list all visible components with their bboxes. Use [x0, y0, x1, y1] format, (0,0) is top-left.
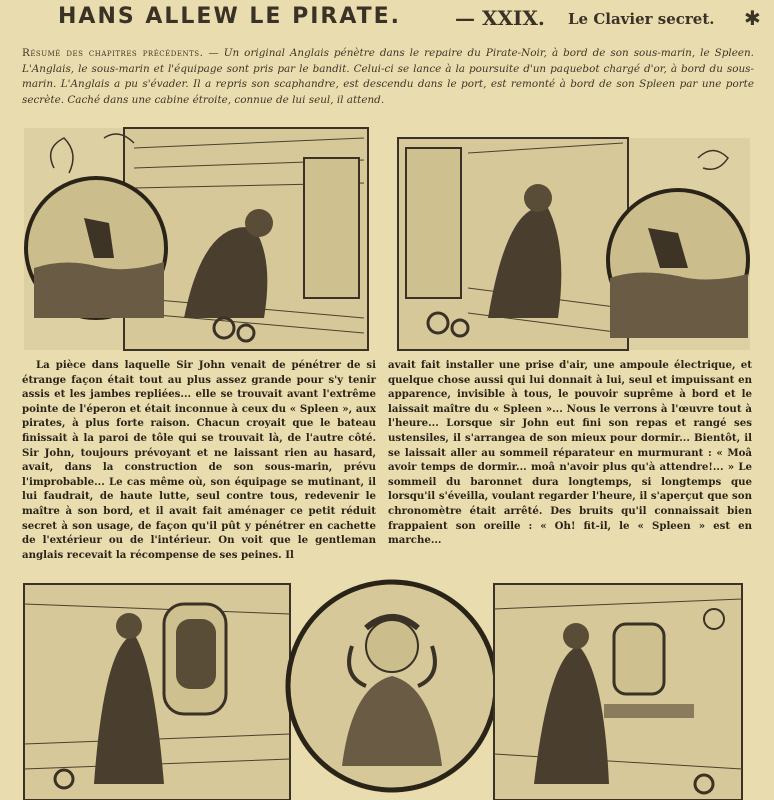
illustration-panel-1	[24, 128, 368, 350]
star-ornament-icon: ✱	[744, 6, 761, 30]
illustration-panel-3	[24, 584, 290, 800]
illustration-2	[398, 138, 750, 350]
illustration-3	[24, 584, 290, 800]
title-bar	[0, 0, 774, 40]
illustration-5	[494, 584, 742, 800]
article-column-left	[22, 358, 376, 561]
summary-lead: Résumé des chapitres précédents.	[22, 47, 204, 59]
article-paragraph-left: La pièce dans laquelle Sir John venait de pénétrer de si étrange façon était tout au plus assez grande pour s'y tenir assis et les jambes repliées... elle se trouvait avant l'extrême pointe de l'éperon et était inconnue à ceux du « Spleen », aux pirates, à plus forte raison. Chacun croyait que le bateau finissait à la paroi de tôle qui se trouvait là, de l'autre côté. Sir John, toujours prévoyant et ne laissant rien au hasard, avait, dans la construction de son sous-marin, prévu l'improbable... Le cas même où, son équipage se mutinant, il lui faudrait, de haute lutte, seul contre tous, redevenir le maître à son bord, et il avait fait aménager ce petit réduit secret à son usage, de façon qu'il pût y pénétrer en cachette de l'extérieur ou de l'intérieur. On voit que le gentleman anglais recevait la récompense de ses peines. Il	[22, 359, 376, 561]
serial-title: HANS ALLEW LE PIRATE.	[58, 4, 402, 29]
illustration-panel-4	[282, 566, 502, 800]
illustration-4	[282, 566, 502, 800]
illustration-panel-2	[398, 138, 750, 350]
summary-text: — Un original Anglais pénètre dans le repaire du Pirate-Noir, à bord de son sous-marin, le Spleen. L'Anglais, le sous-marin et l'équipage sont pris par le bandit. Celui-ci se lance à la poursuite d'un paquebot chargé d'or, à bord du sous-marin. L'Anglais a pu s'évader. Il a repris son scaphandre, est descendu dans le port, est remonté à bord de son Spleen par une porte secrète. Caché dans une cabine étroite, connue de lui seul, il attend.	[22, 47, 754, 106]
chapter-summary	[22, 46, 754, 108]
illustration-1	[24, 128, 368, 350]
illustration-panel-5	[494, 584, 742, 800]
chapter-number: — XXIX.	[455, 6, 545, 30]
article-column-right	[388, 358, 752, 554]
article-paragraph-right: avait fait installer une prise d'air, une ampoule électrique, et quelque chose aussi qui lui donnait à lui, seul et impuissant en apparence, invisible à tous, le pouvoir suprême à bord et le laissait maître du « Spleen »... Nous le verrons à l'œuvre tout à l'heure... Lorsque sir John eut fini son repas et rangé ses ustensiles, il s'arrangea de son mieux pour dormir... Bientôt, il se laissait aller au sommeil réparateur en murmurant : « Moâ avoir temps de dormir... moâ n'avoir plus qu'à attendre!... » Le sommeil du baronnet dura longtemps, si longtemps que lorsqu'il s'éveilla, voulant regarder l'heure, il s'aperçut que son chronomètre était arrêté. Des bruits qu'il connaissait bien frappaient son oreille : « Oh! fit-il, le « Spleen » est en marche...	[388, 359, 752, 547]
chapter-title: Le Clavier secret.	[568, 10, 715, 28]
